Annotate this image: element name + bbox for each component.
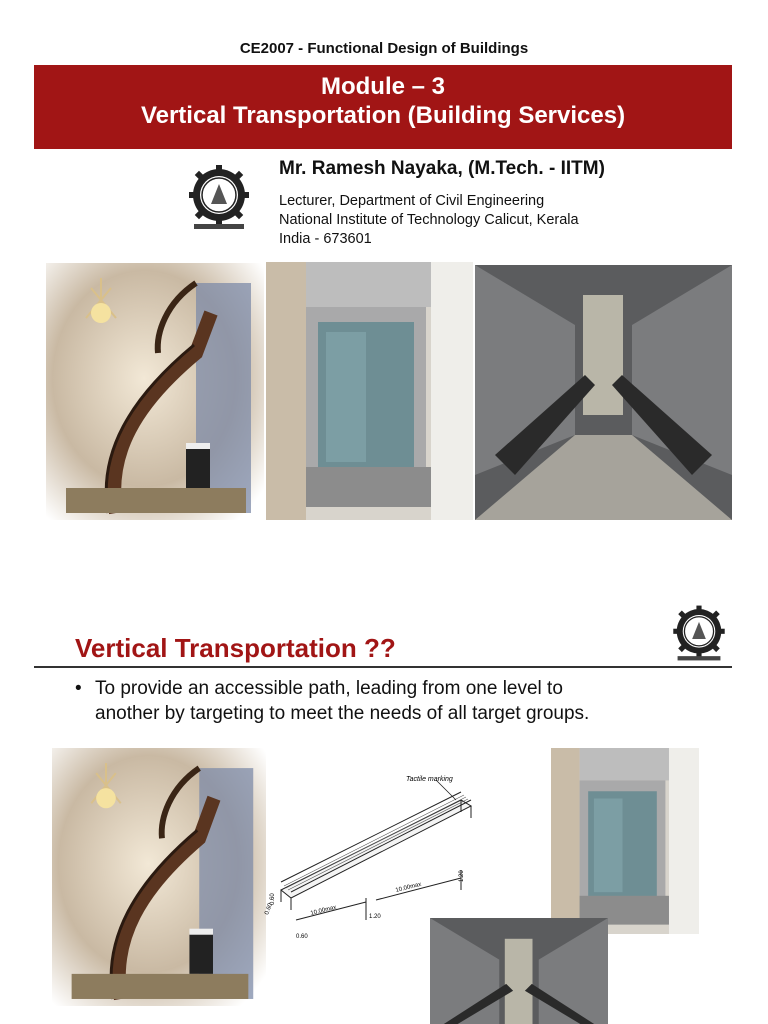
affiliation-line: National Institute of Technology Calicut, Kerala: [279, 212, 579, 228]
bullet-marker: •: [75, 678, 82, 699]
escalator-photo: [475, 265, 732, 520]
module-topic: Vertical Transportation (Building Services): [140, 102, 626, 129]
bullet-point: [75, 676, 725, 726]
title-underline: [34, 666, 732, 668]
affiliation-line: India - 673601: [279, 231, 372, 247]
diagram-dimension: 10.00max: [310, 904, 338, 917]
diagram-dimension: 0.60: [296, 934, 308, 940]
diagram-dimension: 0.60: [264, 902, 274, 916]
author-name: Mr. Ramesh Nayaka, (M.Tech. - IITM): [279, 158, 605, 179]
author-affiliation: [279, 192, 579, 249]
diagram-dimension: 0.60: [270, 893, 276, 905]
slide-title: Vertical Transportation ??: [75, 633, 396, 663]
glass-elevator-photo: [551, 748, 699, 934]
diagram-dimension: 1.20: [369, 914, 381, 920]
diagram-dimension: 10.00max: [395, 881, 423, 894]
affiliation-line: Lecturer, Department of Civil Engineering: [279, 193, 545, 209]
staircase-photo: [52, 748, 266, 1006]
escalator-photo: [430, 918, 608, 1024]
module-banner: [34, 65, 732, 149]
institute-emblem-icon: [184, 162, 254, 232]
module-number: Module – 3: [320, 73, 446, 100]
glass-elevator-photo: [266, 262, 473, 520]
diagram-label: Tactile marking: [406, 776, 453, 783]
diagram-dimension: 1.20: [459, 870, 465, 882]
bullet-text-line: another by targeting to meet the needs of all target groups.: [95, 703, 590, 724]
institute-emblem-icon: [669, 603, 729, 663]
staircase-photo: [46, 263, 264, 520]
bullet-text-line: To provide an accessible path, leading from one level to: [95, 678, 563, 699]
course-title: CE2007 - Functional Design of Buildings: [239, 40, 529, 57]
